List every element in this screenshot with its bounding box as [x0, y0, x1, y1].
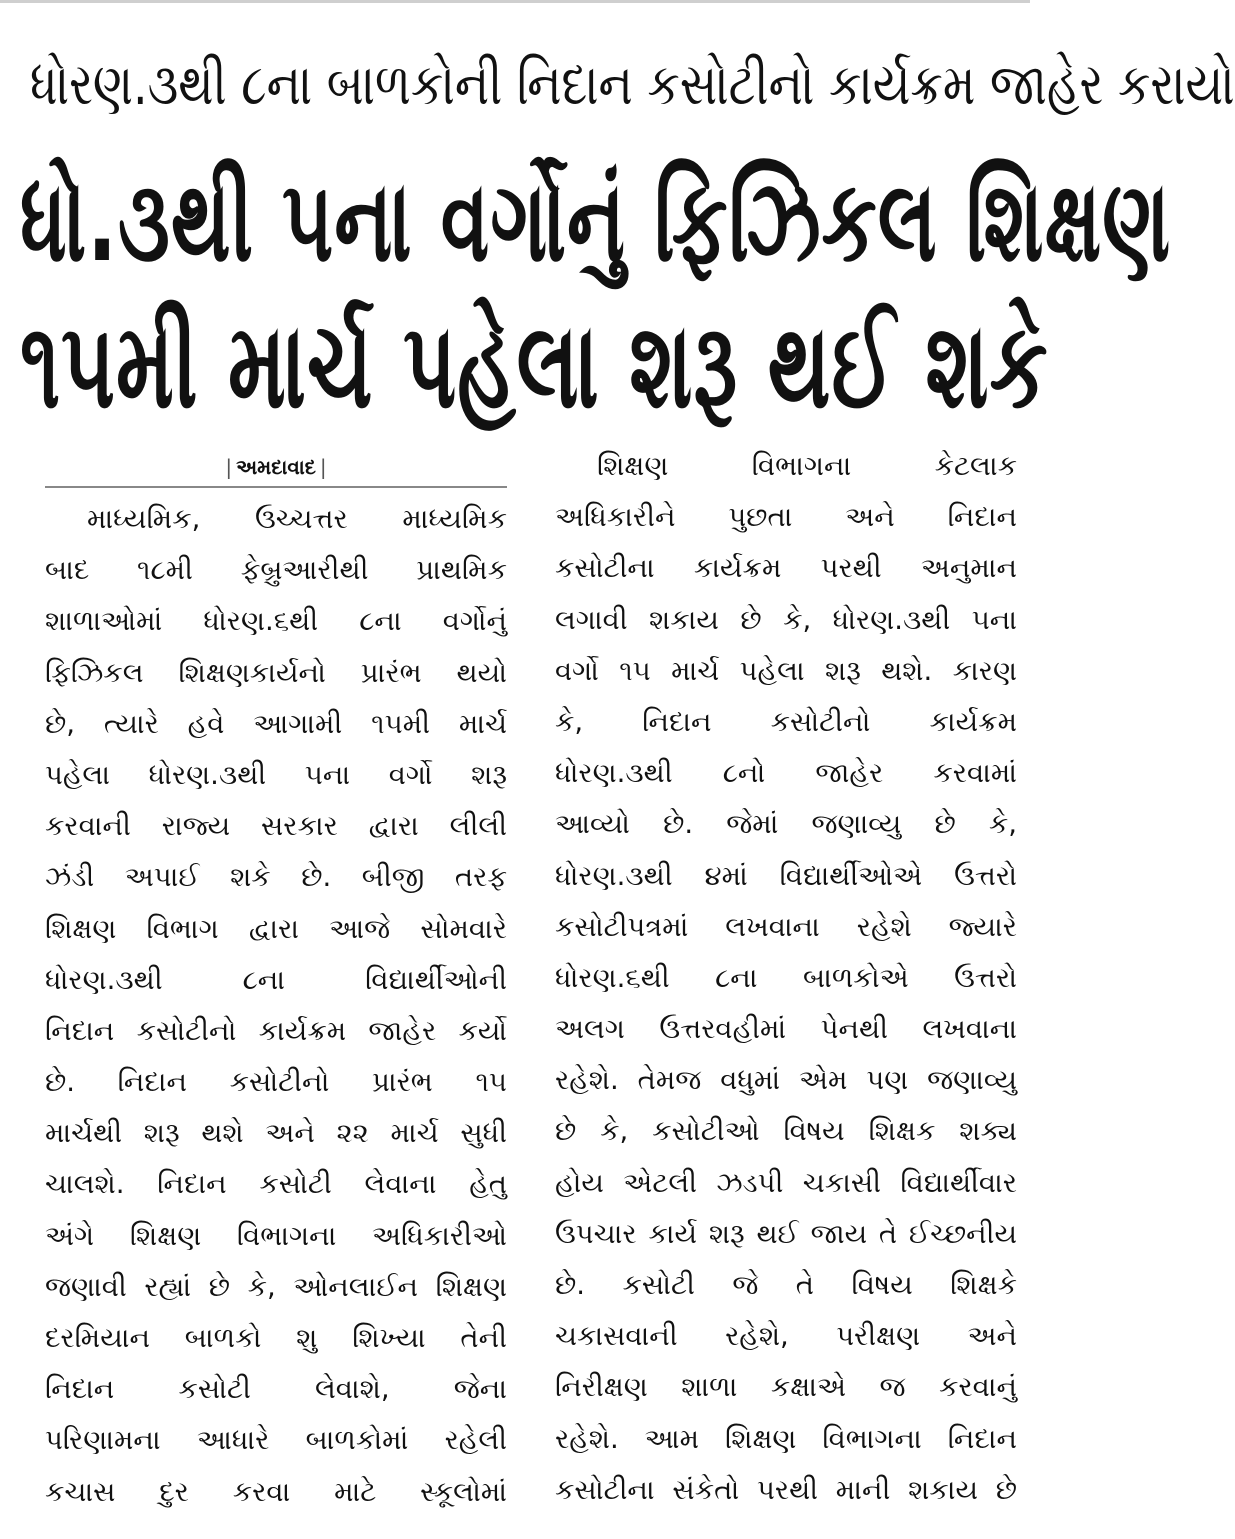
article-line: ધોરણ.૩થી ૮નો જાહેર કરવામાં	[555, 757, 1017, 790]
article-line: શિક્ષણ વિભાગના કેટલાક	[597, 450, 1017, 482]
article-line: કરવાની રાજ્ય સરકાર દ્વારા લીલી	[45, 810, 507, 843]
article-line: અંગે શિક્ષણ વિભાગના અધિકારીઓ	[45, 1219, 507, 1252]
dateline	[45, 452, 507, 482]
dateline-city: અમદાવાદ	[236, 455, 316, 479]
dateline-bar-right: |	[319, 455, 327, 479]
article-line: છે, ત્યારે હવે આગામી ૧૫મી માર્ચ	[45, 707, 507, 740]
article-line: ફિઝિકલ શિક્ષણકાર્યનો પ્રારંભ થયો	[45, 656, 507, 689]
article-line: ઉપચાર કાર્ય શરૂ થઈ જાય તે ઈચ્છનીય	[555, 1217, 1017, 1250]
kicker-headline: ધોરણ.૩થી ૮ના બાળકોની નિદાન કસોટીનો કાર્યક્રમ જાહેર કરાયો	[30, 50, 1235, 118]
article-line: છે. કસોટી જે તે વિષય શિક્ષકે	[555, 1269, 1017, 1301]
article-line: અલગ ઉત્તરવહીમાં પેનથી લખવાના	[555, 1013, 1017, 1046]
article-line: રહેશે. આમ શિક્ષણ વિભાગના નિદાન	[555, 1422, 1017, 1455]
article-line: કચાસ દુર કરવા માટે સ્કૂલોમાં	[45, 1475, 507, 1508]
article-line: કે, નિદાન કસોટીનો કાર્યક્રમ	[555, 705, 1017, 738]
article-line: છે. નિદાન કસોટીનો પ્રારંભ ૧૫	[45, 1066, 507, 1099]
article-line: શાળાઓમાં ધોરણ.૬થી ૮ના વર્ગોનું	[45, 605, 507, 638]
article-line: હોય એટલી ઝડપી ચકાસી વિદ્યાર્થીવાર	[555, 1166, 1017, 1199]
article-line: માધ્યમિક, ઉચ્ચત્તર માધ્યમિક	[87, 503, 507, 535]
article-line: કસોટીના કાર્યક્રમ પરથી અનુમાન	[555, 552, 1017, 585]
article-column-left	[45, 494, 507, 1539]
article-column-right	[555, 441, 1017, 1539]
article-line: લગાવી શકાય છે કે, ધોરણ.૩થી ૫ના	[555, 603, 1017, 636]
main-headline-line-1: ધો.૩થી ૫ના વર્ગોનું ફિઝિકલ શિક્ષણ	[20, 157, 1172, 288]
article-line: નિરીક્ષણ શાળા કક્ષાએ જ કરવાનું	[555, 1371, 1017, 1404]
article-line: ઝંડી અપાઈ શકે છે. બીજી તરફ	[45, 861, 507, 894]
article-line: રહેશે. તેમજ વધુમાં એમ પણ જણાવ્યુ	[555, 1064, 1017, 1097]
article-line: કસોટીના સંકેતો પરથી માની શકાય છે	[555, 1473, 1017, 1506]
article-line: નિદાન કસોટી લેવાશે, જેના	[45, 1373, 507, 1406]
article-line: ચાલશે. નિદાન કસોટી લેવાના હેતુ	[45, 1168, 507, 1201]
article-line: બાદ ૧૮મી ફેબ્રુઆરીથી પ્રાથમિક	[45, 554, 507, 587]
article-line: નિદાન કસોટીનો કાર્યક્રમ જાહેર કર્યો	[45, 1014, 507, 1047]
article-line: ચકાસવાની રહેશે, પરીક્ષણ અને	[555, 1320, 1017, 1353]
top-border	[0, 0, 1030, 3]
article-line: પહેલા ધોરણ.૩થી ૫ના વર્ગો શરૂ	[45, 758, 507, 791]
article-line: ધોરણ.૩થી ૪માં વિદ્યાર્થીઓએ ઉત્તરો	[555, 859, 1017, 892]
article-line: દરમિયાન બાળકો શુ શિખ્યા તેની	[45, 1322, 507, 1354]
article-line: અધિકારીને પુછતા અને નિદાન	[555, 501, 1017, 534]
article-line: છે કે, કસોટીઓ વિષય શિક્ષક શક્ય	[555, 1115, 1017, 1148]
dateline-bar-left: |	[225, 455, 233, 479]
article-line: પરિણામના આધારે બાળકોમાં રહેલી	[45, 1424, 507, 1457]
article-line: કસોટીપત્રમાં લખવાના રહેશે જ્યારે	[555, 910, 1017, 943]
article-line: ધોરણ.૩થી ૮ના વિદ્યાર્થીઓની	[45, 963, 507, 996]
article-line: જણાવી રહ્યાં છે કે, ઓનલાઈન શિક્ષણ	[45, 1270, 507, 1303]
article-line: આવ્યો છે. જેમાં જણાવ્યુ છે કે,	[555, 808, 1017, 841]
article-line: વર્ગો ૧૫ માર્ચ પહેલા શરૂ થશે. કારણ	[555, 654, 1017, 687]
article-line: માર્ચથી શરૂ થશે અને ૨૨ માર્ચ સુધી	[45, 1117, 507, 1150]
dateline-rule	[45, 486, 507, 488]
article-line: શિક્ષણ વિભાગ દ્વારા આજે સોમવારે	[45, 912, 507, 945]
main-headline-line-2: ૧૫મી માર્ચ પહેલા શરૂ થઈ શકે	[20, 297, 1049, 436]
article-line: ધોરણ.૬થી ૮ના બાળકોએ ઉત્તરો	[555, 961, 1017, 994]
